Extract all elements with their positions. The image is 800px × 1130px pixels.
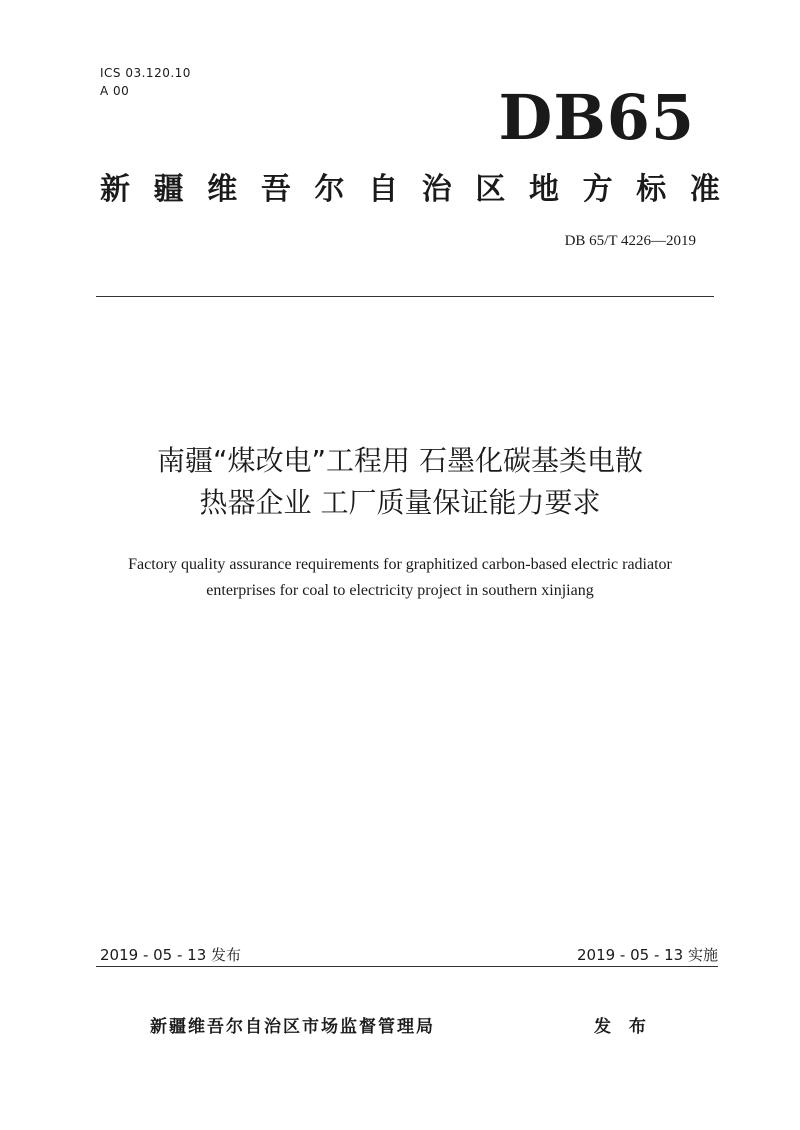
standard-type-char: 准	[689, 172, 720, 207]
chinese-title-line-1: 南疆“煤改电”工程用 石墨化碳基类电散	[157, 444, 643, 477]
standard-number: DB 65/T 4226—2019	[564, 233, 696, 249]
chinese-title	[70, 440, 730, 524]
standard-type-char: 标	[636, 172, 667, 207]
implementation-date: 2019 - 05 - 13 实施	[576, 946, 718, 964]
issue-date: 2019 - 05 - 13 发布	[100, 946, 242, 964]
standard-type-char: 治	[421, 172, 452, 207]
issuing-authority: 新疆维吾尔自治区市场监督管理局	[150, 1017, 435, 1037]
standard-type-char: 疆	[153, 172, 184, 207]
standard-type-char: 自	[368, 172, 399, 207]
english-title-line-1: Factory quality assurance requirements for graphitized carbon-based electric radiator	[128, 556, 672, 573]
ccs-code: A 00	[100, 84, 130, 98]
standard-type-char: 地	[529, 172, 559, 207]
standard-type-char: 方	[582, 172, 613, 207]
ics-code: ICS 03.120.10	[100, 66, 191, 80]
english-title	[60, 552, 740, 604]
issue-label: 发 布	[594, 1017, 652, 1037]
standard-type-char: 区	[475, 172, 506, 207]
standard-type-char: 尔	[314, 172, 345, 207]
db65-logo: DB65	[498, 81, 695, 154]
standard-type-char: 新	[100, 172, 130, 207]
header-divider	[96, 296, 714, 297]
english-title-line-2: enterprises for coal to electricity project in southern xinjiang	[206, 582, 594, 599]
standard-type-char: 吾	[260, 172, 291, 207]
standard-type-char: 维	[207, 172, 238, 207]
standard-type-title	[100, 168, 720, 212]
footer-divider	[96, 966, 718, 967]
chinese-title-line-2: 热器企业 工厂质量保证能力要求	[199, 486, 601, 519]
